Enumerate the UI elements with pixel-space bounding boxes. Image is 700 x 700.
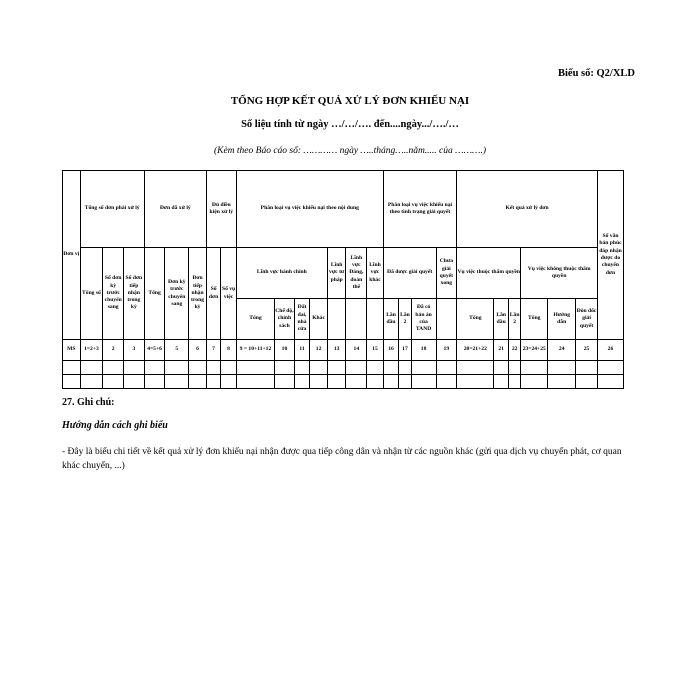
header-gq-lan-2: Lần 2 xyxy=(399,299,411,340)
header-phan-loai-tinh-trang: Phân loại vụ việc khiếu nại theo tình trạng giải quyết xyxy=(383,171,456,248)
code-cell: 21 xyxy=(494,340,508,361)
guide-title: Hướng dẫn cách ghi biểu xyxy=(62,420,168,431)
code-cell: 11 xyxy=(294,340,310,361)
column-code-row xyxy=(63,340,624,361)
header-ket-qua-xu-ly: Kết quả xử lý đơn xyxy=(457,171,598,248)
code-cell: 17 xyxy=(399,340,411,361)
header-da-giai-quyet: Đã được giải quyết xyxy=(383,248,436,299)
code-cell: 24 xyxy=(548,340,576,361)
code-cell: MS xyxy=(63,340,81,361)
header-tong-so-don: Tổng số đơn phải xử lý xyxy=(80,171,144,248)
header-linh-vuc-dang: Lĩnh vực Đảng, đoàn thể xyxy=(346,248,367,299)
header-tq-tong: Tổng xyxy=(457,299,494,340)
code-cell: 5 xyxy=(165,340,189,361)
report-table xyxy=(62,170,624,389)
header-che-do-chinh-sach: Chế độ, chính sách xyxy=(275,299,295,340)
header-don-da-xu-ly: Đơn đã xử lý xyxy=(144,171,206,248)
header-don-tiep-nhan: Số đơn tiếp nhận trong kỳ xyxy=(124,248,145,340)
header-don-ky-truoc-2: Đơn kỳ trước chuyển sang xyxy=(165,248,189,340)
header-dat-dai-nha-cua: Đất đai, nhà cửa xyxy=(294,299,310,340)
note-label: 27. Ghi chú: xyxy=(62,397,115,408)
code-cell: 15 xyxy=(367,340,384,361)
code-cell: 7 xyxy=(206,340,220,361)
header-linh-vuc-tu-phap: Lĩnh vực tư pháp xyxy=(327,248,346,299)
code-cell: 18 xyxy=(411,340,436,361)
header-khong-thuoc-tham-quyen: Vụ việc không thuộc thẩm quyền xyxy=(521,248,598,299)
header-tong-so: Tổng số xyxy=(80,248,103,340)
code-cell: 13 xyxy=(327,340,346,361)
empty-row xyxy=(63,375,624,389)
code-cell: 25 xyxy=(576,340,598,361)
form-code: Biểu số: Q2/XLD xyxy=(557,68,635,79)
code-cell: 14 xyxy=(346,340,367,361)
code-cell: 20=21+22 xyxy=(457,340,494,361)
code-cell: 26 xyxy=(597,340,623,361)
code-cell: 9 = 10+11+12 xyxy=(236,340,274,361)
code-cell: 4=5+6 xyxy=(144,340,165,361)
header-so-van-ban: Số văn bản phúc đáp nhận được do chuyển đơn xyxy=(597,171,623,340)
empty-row xyxy=(63,361,624,375)
blank-cell xyxy=(436,299,457,340)
code-cell: 8 xyxy=(221,340,237,361)
header-da-co-ban-an: Đã có bản án của TAND xyxy=(411,299,436,340)
code-cell: 16 xyxy=(383,340,399,361)
code-cell: 6 xyxy=(189,340,207,361)
blank-cell xyxy=(367,299,384,340)
attachment-line: (Kèm theo Báo cáo số: ………… ngày …..tháng…..năm..... của ……….) xyxy=(213,146,487,156)
report-period: Số liệu tính từ ngày …/…/…. đến....ngày.../…./… xyxy=(241,119,459,130)
header-chua-giai-quyet: Chưa giải quyết xong xyxy=(436,248,457,299)
header-don-ky-truoc: Số đơn kỳ trước chuyển sang xyxy=(103,248,124,340)
header-hc-tong: Tổng xyxy=(236,299,274,340)
page-title: TỔNG HỢP KẾT QUẢ XỬ LÝ ĐƠN KHIẾU NẠI xyxy=(230,95,470,107)
header-phan-loai-noi-dung: Phân loại vụ việc khiếu nại theo nội dung xyxy=(236,171,383,248)
header-so-vu-viec: Số vụ việc xyxy=(221,248,237,340)
header-tq-lan-2: Lần 2 xyxy=(508,299,520,340)
header-gq-lan-dau: Lần đầu xyxy=(383,299,399,340)
header-don-tiep-nhan-2: Đơn tiếp nhận trong kỳ xyxy=(189,248,207,340)
header-ktq-tong: Tổng xyxy=(521,299,548,340)
header-linh-vuc-khac: Lĩnh vực khác xyxy=(367,248,384,299)
header-don-vi: Đơn vị xyxy=(63,171,81,340)
code-cell: 1=2+3 xyxy=(80,340,103,361)
code-cell: 3 xyxy=(124,340,145,361)
blank-cell xyxy=(346,299,367,340)
code-cell: 12 xyxy=(310,340,328,361)
header-linh-vuc-hanh-chinh: Lĩnh vực hành chính xyxy=(236,248,327,299)
code-cell: 10 xyxy=(275,340,295,361)
header-tong: Tổng xyxy=(144,248,165,340)
header-du-dieu-kien: Đủ điều kiện xử lý xyxy=(206,171,236,248)
header-huong-dan: Hướng dẫn xyxy=(548,299,576,340)
code-cell: 22 xyxy=(508,340,520,361)
header-thuoc-tham-quyen: Vụ việc thuộc thẩm quyền xyxy=(457,248,521,299)
code-cell: 19 xyxy=(436,340,457,361)
blank-cell xyxy=(327,299,346,340)
code-cell: 2 xyxy=(103,340,124,361)
header-don-doc: Đôn đốc giải quyết xyxy=(576,299,598,340)
header-hc-khac: Khác xyxy=(310,299,328,340)
guide-text: - Đây là biểu chi tiết về kết quả xử lý đơn khiếu nại nhận được qua tiếp công dân và nhận từ các nguồn khác (gửi qua dịch vụ chuyển phát, cơ quan khác chuyển, ...) xyxy=(62,447,622,471)
code-cell: 23=24+25 xyxy=(521,340,548,361)
header-tq-lan-dau: Lần đầu xyxy=(494,299,508,340)
header-so-don: Số đơn xyxy=(206,248,220,340)
